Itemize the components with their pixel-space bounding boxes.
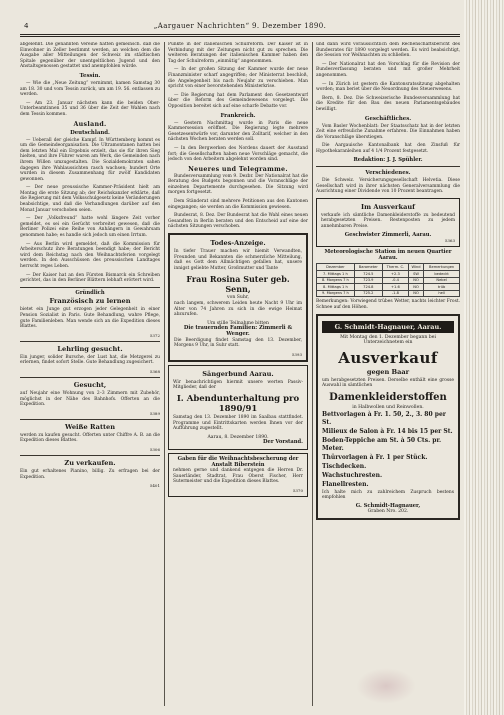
donation-notice xyxy=(168,453,308,497)
ad-text: Ich halte mich zu zahlreichem Zuspruch bestens empfohlen xyxy=(322,489,454,501)
ad-text: auf Neujahr eine Wohnung von 2–3 Zimmern mit Zubehör, möglichst in der Nähe des Bahnhofs. Offerten an die Expedition. xyxy=(20,390,160,408)
weather-station-title: Meteorologische Station im neuen Quartier Aarau. xyxy=(324,249,452,261)
weather-cell: bedeckt xyxy=(424,271,460,278)
ad-number: 5370 xyxy=(292,487,303,493)
column-middle xyxy=(168,42,308,706)
ad-item: Boden-Teppiche am St. à 50 Cts. pr. Meter. xyxy=(322,436,442,452)
ad-merchant-banner: G. Schmidt-Hagnauer, Aarau. xyxy=(322,321,454,333)
section-heading-tessin: Tessin. xyxy=(79,72,101,79)
weather-header-cell: Therm. C. xyxy=(382,264,408,271)
obituary-name: Frau Rosina Suter geb. Senn, xyxy=(186,274,290,295)
ad-text: bietet ein Junge gut erzogen jeder Gelegenheit in einer Pension Sozialist in Paris. Gute Behandlung, wahre Pflege, gute Familienleben. Man wende sich an die Expedition dieses Blattes. xyxy=(20,307,160,330)
article-paragraph: — Der Kaiser hat an den Fürsten Bismarck ein Schreiben gerichtet, das in den Berliner Blättern lebhaft erörtert wird. xyxy=(20,272,160,284)
article-paragraph: — In Zürich ist gestern die Kantonsratssitzung abgehalten worden; man beriet über die Neuordnung des Steuerwesens. xyxy=(316,81,460,93)
ad-text: um herabgesetzten Preisen. Derselbe enthält eine grosse Auswahl in sämtlichen xyxy=(322,377,454,389)
ad-signature: G. Schmidt-Hagnauer, xyxy=(355,502,421,509)
section-heading-geschaeftliches: Geschäftliches. xyxy=(364,115,412,122)
weather-cell: -1.8 xyxy=(382,290,408,297)
weather-header-cell: Bemerkungen xyxy=(424,264,460,271)
article-paragraph: — Aus Berlin wird gemeldet, daß die Kommission für Arbeiterschutz ihre Beratungen beendigt habe; der Bericht wird dem Reichstag nach den Weihnachtsferien vorgelegt werden. In den Ausschüssen des preussischen Landtages herrscht reges Leben. xyxy=(20,241,160,269)
article-paragraph: abgelehnt. Die genannten Vereine hatten gemeinsch. daß die Einwohner in Zeller bestimmt werden, an welchen dem die Ausgabe aller Mitteilungen der Schweiz im städtischen Spitale gegenüber der unentgeltlichen Jugend und den Anstaltsgenossen gestattet und anempfohlen würde. xyxy=(20,42,160,70)
ad-title-lehrling: Lehrling gesucht. xyxy=(57,344,123,353)
page-number: 4 xyxy=(24,22,29,30)
divider xyxy=(20,455,160,456)
weather-cell: 723.9 xyxy=(354,277,382,284)
divider xyxy=(20,341,160,342)
weather-cell: SW xyxy=(408,271,423,278)
ad-item: Milieux de Salon à Fr. 14 bis 15 per St. xyxy=(322,427,453,435)
ad-text: Ein junger, solider Bursche, der Lust hat, die Metzgerei zu erlernen, findet sofort Stelle. Gute Behandlung zugesichert. xyxy=(20,354,160,366)
ad-heading: Gründlich xyxy=(75,289,105,296)
donation-text: nehmen gerne und dankend entgegen die Herren Dr. Sauerländer, Stadtrat, Frau Oberst Fischer, Herr Sutermeister und die Expedition dieses Blattes. xyxy=(173,468,303,485)
concert-title: I. Abendunterhaltung pro 1890/91 xyxy=(176,393,300,414)
article-paragraph: — Die Regierung hat dem Parlament den Gesetzentwurf über die Reform des Gemeindewesens vorgelegt. Die Opposition bereitet sich auf eine scharfe Debatte vor. xyxy=(168,92,308,109)
concert-signature: Der Vorstand. xyxy=(263,439,303,446)
ad-number: 5401 xyxy=(149,483,160,489)
weather-cell: Nebel xyxy=(424,277,460,284)
weather-cell: NO xyxy=(408,284,423,291)
ad-number: 5306 xyxy=(149,446,160,452)
article-paragraph: Punkte in der italienischen Schulreform. Der Kaiser ist in Verbindung mit der Zeitungen nicht gut zu sprechen. Die weiteren Beratungen der italienischen Kammer haben den Tag der Schulreform „einmütig“ angenommen. xyxy=(168,42,308,64)
article-paragraph: und dann wird voraussichtlich dem Rechenschaftsbericht des Bundesrates für 1890 vorgelegt werden. Es wird beabsichtigt, die Session vor Weihnachten zu schließen. xyxy=(316,42,460,59)
weather-cell: 724.5 xyxy=(354,271,382,278)
clearance-ad-text: verkaufe ich sämtliche Damenkleiderstoffe zu bedeutend herabgesetzten Preisen. Restenposten zu jedem annehmbaren Preise. xyxy=(321,212,455,230)
obituary-notice xyxy=(168,233,308,362)
section-heading-frankreich: Frankreich. xyxy=(220,112,256,119)
section-heading-deutschland: Deutschland. xyxy=(70,129,110,136)
ad-item: Wachstuchresten. xyxy=(322,471,383,479)
article-paragraph: Bern, 8. Dez. Die Schweizerische Bundesversammlung hat die Kredite für den Bau des neuen Parlamentsgebäudes bewilligt. xyxy=(316,95,460,112)
ad-title-ratten: Weiße Ratten xyxy=(64,422,116,431)
divider xyxy=(316,166,460,167)
head-rule xyxy=(20,34,460,37)
ad-number: 5363 xyxy=(444,238,455,244)
weather-table xyxy=(316,263,460,297)
column-right xyxy=(316,42,460,706)
weather-cell: hell xyxy=(424,290,460,297)
article-paragraph: — Wie die „Neue Zeitung“ vernimmt, kamen Samstag 30 am 18. 30 und vom Tessin zurück, um am 19. 56. entlassen zu werden. xyxy=(20,80,160,98)
weather-row xyxy=(317,290,460,297)
ad-title-gesucht: Gesucht, xyxy=(73,380,107,389)
donation-title: Gaben für die Weihnachtsbescherung der Anstalt Biberstein xyxy=(177,455,299,468)
obituary-text: In tiefer Trauer machen wir hiemit Verwandten, Freunden und Bekannten die schmerzliche Mitteilung, daß es Gott dem Allmächtigen gefallen hat, unsere innigst geliebte Mutter, Großmutter und Tante xyxy=(174,249,302,271)
weather-table-header xyxy=(317,264,460,271)
article-paragraph: Die Schweiz. Versicherungsgesellschaft Helvetia. Diese Gesellschaft wird in ihrer nächsten Generalversammlung die Ausrichtung einer Dividende von 10 Prozent beantragen. xyxy=(316,178,460,195)
article-paragraph: Dem Ständerat sind mehrere Petitionen aus den Kantonen eingegangen; sie werden an die Kommission gewiesen. xyxy=(168,199,308,210)
column-rule xyxy=(164,42,165,706)
ad-text: Ein gut erhaltenes Pianino, billig. Zu erfragen bei der Expedition. xyxy=(20,468,160,480)
weather-cell: 7. Mittags 1 h xyxy=(317,271,355,278)
weather-cell: 725.2 xyxy=(354,290,382,297)
weather-row xyxy=(317,277,460,284)
clearance-ad-title: Im Ausverkauf xyxy=(361,202,415,211)
schmidt-hagnauer-ad xyxy=(316,314,460,520)
weather-cell: trüb xyxy=(424,284,460,291)
obituary-request: Um stille Teilnahme bitten xyxy=(207,320,269,326)
weather-cell: -0.4 xyxy=(382,277,408,284)
article-paragraph: — Der Nationalrat hat den Vorschlag für die Revision der Bundesverfassung beraten und mit großer Mehrheit angenommen. xyxy=(316,61,460,78)
article-paragraph: — In den Bergwerken des Nordens dauert der Ausstand fort; die Gesellschaften haben neue Vorschläge gemacht, die jedoch von den Arbeitern abgelehnt worden sind. xyxy=(168,145,308,163)
ad-address: Graben Nro. 202. xyxy=(367,509,409,515)
weather-cell: 8. Morgens 7 h xyxy=(317,277,355,284)
obituary-text: nach langem, schwerem Leiden heute Nacht 9 Uhr im Alter von 74 Jahren zu sich in die ewige Heimat abzurufen. xyxy=(174,301,302,318)
weather-cell: 8. Mittags 1 h xyxy=(317,284,355,291)
ad-number: 5368 xyxy=(149,368,160,374)
ad-number: 5372 xyxy=(149,332,160,338)
obituary-origin: von Suhr, xyxy=(227,295,249,301)
ad-item: Bettvorlagen à Fr. 1. 50, 2., 3. 80 per St. xyxy=(322,410,446,426)
article-paragraph: — Der neue preussische Kammer-Präsident hielt am Montag die erste Sitzung ab; der Reichskanzler erklärte, daß die Regierung mit dem Volksschulgesetz keine Veränderungen beabsichtige, und daß die Verhandlungen darüber auf den Monat Januar verschoben seien. xyxy=(20,185,160,213)
ad-subheadline: gegen Baar xyxy=(366,367,410,376)
weather-cell: NO xyxy=(408,277,423,284)
ad-item-list xyxy=(322,411,454,489)
ad-item: Thürvorlagen à Fr. 1 per Stück. xyxy=(322,453,428,461)
article-paragraph: Bundesversammlung vom 9. Dezbr. Der Nationalrat hat die Beratung des Budgets begonnen und die Voranschläge der einzelnen Departemente durchgesehen. Die Sitzung wird morgen fortgesetzt. xyxy=(168,173,308,196)
article-paragraph: — Der „Volksfreund“ hatte wohl längere Zeit vorher gemeldet, es sei ein Gerücht verbreitet gewesen, daß die Berliner Polizei eine Reihe von Anhängern in Gewahrsam genommen habe; es handle sich jedoch um einen Irrtum. xyxy=(20,216,160,239)
weather-row xyxy=(317,271,460,278)
clearance-ad-signature: Geschwister Zimmerli, Aarau. xyxy=(344,231,432,238)
weather-cell: 9. Morgens 7 h xyxy=(317,290,355,297)
ink-stamp xyxy=(356,668,416,704)
concert-text: Samstag den 13. Dezember 1890 im Saalbau stattfindet. Programme und Eintrittskarten werden Ihnen vor der Aufführung zugestellt. xyxy=(173,414,303,432)
article-paragraph: Vom Basler Wochenblatt: Der Staatsschatz hat in der letzten Zeit eine erfreuliche Zunahme erfahren. Die Einnahmen haben die Voranschläge überstiegen. xyxy=(316,123,460,140)
article-paragraph: Die Aargauische Kantonalbank hat den Zinsfuß für Hypothekaranleihen auf 4 1/4 Prozent festgesetzt. xyxy=(316,143,460,154)
clearance-ad-small xyxy=(316,198,460,247)
ad-item: Tischdecken. xyxy=(322,462,367,470)
obituary-signature: Die trauernden Familien: Zimmerli & Wenger. xyxy=(183,325,293,337)
divider xyxy=(20,377,160,378)
weather-note: Bemerkungen: Vorwiegend trübes Wetter, nachts leichter Frost. Schnee auf den Höhen. xyxy=(316,299,460,310)
ad-title-franzoesisch: Französisch zu lernen xyxy=(49,297,131,306)
section-heading-ausland: Ausland. xyxy=(73,120,107,128)
column-rule xyxy=(312,42,313,706)
running-head: „Aargauer Nachrichten“ 9. Dezember 1890. xyxy=(153,22,327,30)
newspaper-page xyxy=(20,8,460,708)
weather-cell: +2.3 xyxy=(382,271,408,278)
article-paragraph: — Ueberall der gleiche Kampf. In Württemberg kommt es um die Gemeindeorganisation. Die Ultramontanen hatten bei dem letzten Mal ein Ergebnis erzielt, das sie für ihren Sieg hielten, und ihre Führer waren am Werk, die Gemeinden nach ihrem Willen umzugestalten. Die Sozialdemokraten sahen dagegen ihre Wahlaussichten rasch wachsen; hundert Orte wurden in diesem Zusammenhang für zwölf Kandidaten gewonnen. xyxy=(20,137,160,182)
concert-society: Sängerbund Aarau. xyxy=(202,369,274,378)
ad-headline-damenkleiderstoffe: Damenkleiderstoffen xyxy=(329,391,447,403)
article-paragraph: — In der großen Sitzung der Kammer wurde der neue Finanzminister scharf angegriffen; der Ministerrat beschloß, die Angelegenheit bis nach Neujahr zu verschieben. Man spricht von einer bevorstehenden Ministerkrise. xyxy=(168,67,308,90)
obituary-title: Todes-Anzeige. xyxy=(210,239,266,248)
weather-header-cell: Barometer xyxy=(354,264,382,271)
ad-headline-ausverkauf: Ausverkauf xyxy=(338,348,438,367)
section-heading-telegramme: Neueres und Telegramme. xyxy=(188,165,288,173)
weather-cell: NO xyxy=(408,290,423,297)
article-paragraph: — Am 23. Januar nächsten kann die beiden Ober-Unterbeamtinnen 35 und 36 über die Zeit der Wahlen nach dem Tessin kommen. xyxy=(20,100,160,117)
concert-text: Wir benachrichtigen hiermit unsere werten Passiv-Mitglieder, daß der xyxy=(173,379,303,391)
ad-item: Flanellresten. xyxy=(322,480,369,488)
ad-text: werden zu kaufen gesucht. Offerten unter Chiffre A. B. an die Expedition dieses Blattes. xyxy=(20,432,160,444)
editor-credit: Redaktion: J. J. Spühler. xyxy=(353,156,423,163)
ad-intro: Mit Montag den 1. Dezember begann bei Unterzeichnetem ein xyxy=(340,334,436,346)
article-paragraph: — Gestern Nachmittag wurde in Paris die neue Kammersession eröffnet. Die Regierung legte mehrere Gesetzesentwürfe vor, darunter den Zolltarif, welcher in den nächsten Wochen beraten werden soll. xyxy=(168,120,308,143)
divider xyxy=(20,287,160,288)
page-edge xyxy=(464,0,504,715)
concert-date: Aarau, 8. Dezember 1890. xyxy=(207,434,269,440)
weather-cell: +1.6 xyxy=(382,284,408,291)
obituary-text: Die Beerdigung findet Samstag den 13. Dezember, Morgens 9 Uhr, in Suhr statt. xyxy=(174,337,302,349)
section-heading-verschiedenes: Verschiedenes. xyxy=(365,170,411,177)
ad-title-verkaufen: Zu verkaufen. xyxy=(64,458,116,467)
weather-header-cell: Wind xyxy=(408,264,423,271)
ad-subline: in Halbwollen und Reinwollen. xyxy=(352,404,424,410)
weather-header-cell: Dezember xyxy=(317,264,355,271)
divider xyxy=(20,419,160,420)
ad-number: 5393 xyxy=(291,351,302,357)
weather-row xyxy=(317,284,460,291)
ad-number: 5389 xyxy=(149,410,160,416)
article-paragraph: Bundesrat, 8. Dez. Der Bundesrat hat die Wahl eines neuen Gesandten in Berlin beraten und den Entscheid auf eine der nächsten Sitzungen verschoben. xyxy=(168,213,308,230)
concert-notice xyxy=(168,365,308,450)
weather-cell: 724.8 xyxy=(354,284,382,291)
column-left xyxy=(20,42,160,706)
